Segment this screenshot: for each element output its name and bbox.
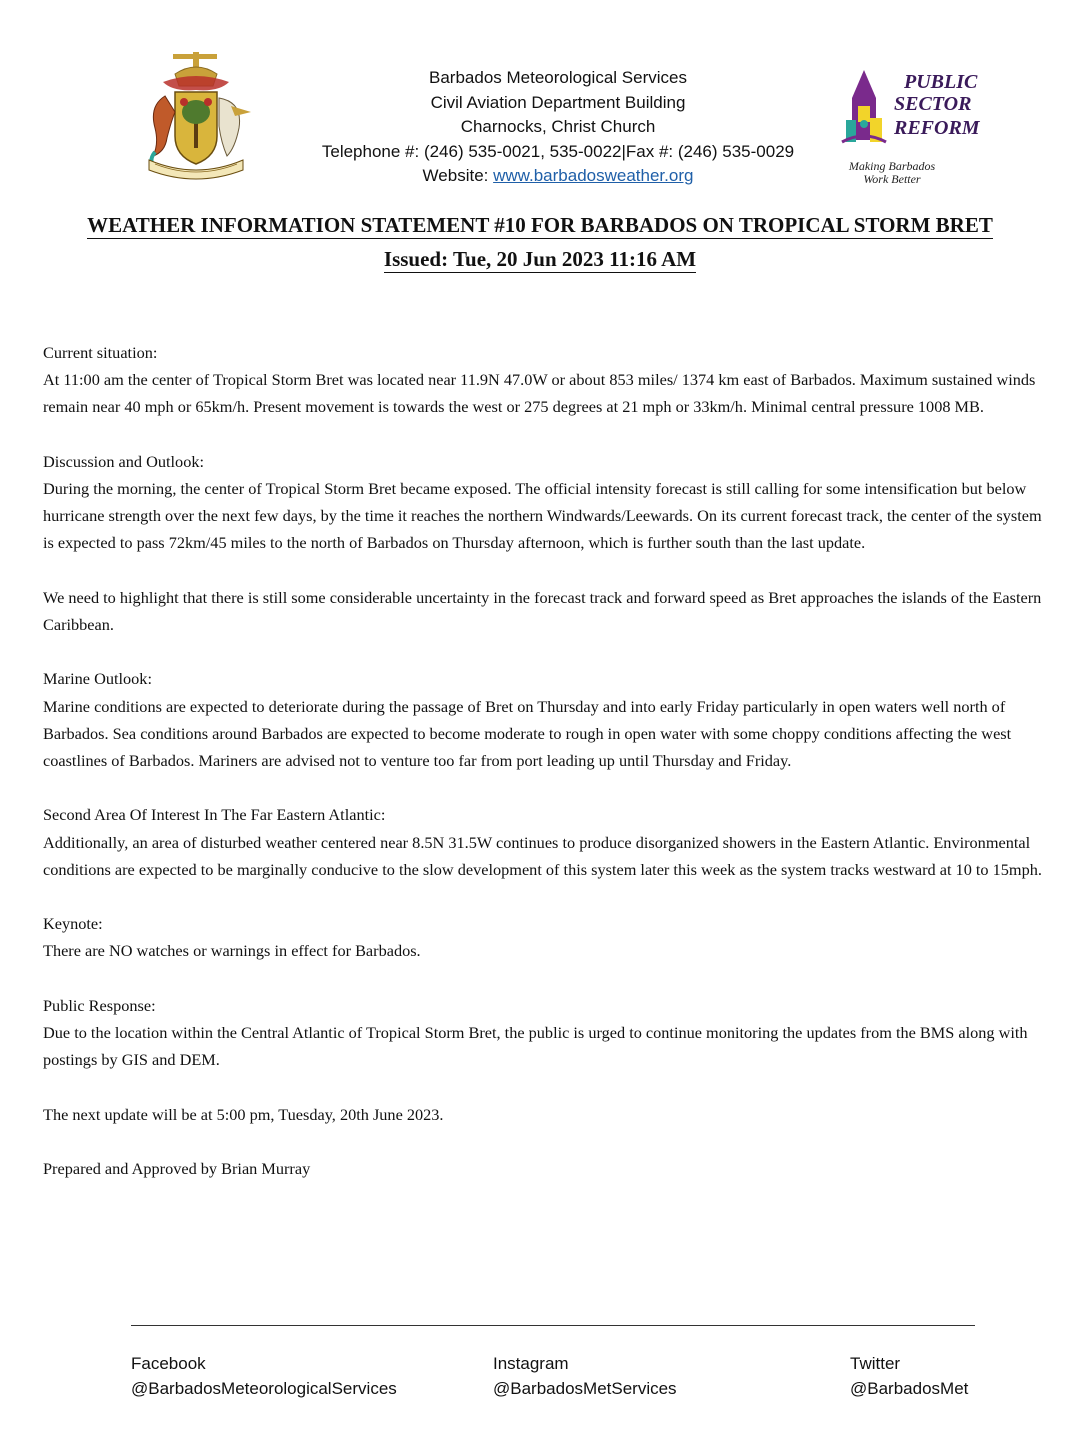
instagram-handle: @BarbadosMetServices [493, 1379, 677, 1398]
section-heading: Current situation: [43, 343, 158, 362]
section-discussion-outlook [43, 448, 1043, 557]
section-paragraph: We need to highlight that there is still some considerable uncertainty in the forecast track and forward speed as Bret approaches the islands of the Eastern Caribbean. [43, 587, 1042, 634]
website-link[interactable]: www.barbadosweather.org [493, 166, 694, 185]
psr-word-public: PUBLIC [904, 71, 978, 93]
section-heading: Public Response: [43, 995, 156, 1015]
statement-title: WEATHER INFORMATION STATEMENT #10 FOR BARBADOS ON TROPICAL STORM BRET [87, 213, 993, 237]
address-line: Charnocks, Christ Church [460, 117, 656, 136]
coat-of-arms-logo [135, 52, 257, 184]
section-paragraph: Additionally, an area of disturbed weather centered near 8.5N 31.5W continues to produce disorganized showers in the Eastern Atlantic. Environmental conditions are expected to be marginally conducive to the slow development of this system later this week as the system tracks westward at 10 to 15mph. [43, 832, 1042, 879]
section-heading: Discussion and Outlook: [43, 451, 204, 471]
psr-tagline-line-2: Work Better [863, 172, 921, 186]
psr-word-reform: REFORM [894, 117, 980, 139]
section-keynote [43, 910, 1043, 964]
section-heading: Marine Outlook: [43, 669, 152, 689]
footer-facebook [131, 1351, 397, 1401]
section-prepared-by [43, 1155, 1043, 1182]
statement-body [43, 339, 1043, 1209]
psr-tagline-line-1: Making Barbados [848, 159, 936, 173]
section-paragraph: During the morning, the center of Tropical Storm Bret became exposed. The official intensity forecast is still calling for some intensification but below hurricane strength over the next few days, by the time it reaches the northern Windwards/Leewards. On its current forecast track, the center of the system is expected to pass 72km/45 miles to the north of Barbados on Thursday afternoon, which is further south than the last update. [43, 479, 1042, 553]
section-current-situation [43, 339, 1043, 421]
issued-date-wrap [0, 247, 1080, 272]
facebook-label: Facebook [131, 1354, 206, 1373]
footer-twitter [850, 1351, 968, 1401]
statement-title-wrap [0, 213, 1080, 238]
twitter-label: Twitter [850, 1354, 901, 1373]
section-paragraph: Due to the location within the Central Atlantic of Tropical Storm Bret, the public is urged to continue monitoring the updates from the BMS along with postings by GIS and DEM. [43, 1022, 1028, 1070]
twitter-handle: @BarbadosMet [850, 1379, 969, 1398]
footer-divider [131, 1325, 975, 1326]
section-paragraph: Prepared and Approved by Brian Murray [43, 1158, 311, 1178]
issued-date: Issued: Tue, 20 Jun 2023 11:16 AM [383, 247, 697, 271]
instagram-label: Instagram [493, 1354, 569, 1373]
section-paragraph: Marine conditions are expected to deteriorate during the passage of Bret on Thursday and into early Friday particularly in open waters well north of Barbados. Sea conditions around Barbados are expected to become moderate to rough in open water with some choppy conditions affecting the west coastlines of Barbados. Mariners are advised not to venture too far from port leading up until Thursday and Friday. [43, 696, 1012, 770]
section-second-area [43, 801, 1043, 883]
letterhead [260, 66, 856, 189]
section-paragraph: The next update will be at 5:00 pm, Tuesday, 20th June 2023. [43, 1104, 444, 1124]
psr-word-sector: SECTOR [894, 93, 972, 115]
website-line [260, 164, 856, 189]
organization-name: Barbados Meteorological Services [429, 68, 687, 87]
building-name: Civil Aviation Department Building [430, 92, 686, 112]
section-paragraph: There are NO watches or warnings in effect for Barbados. [43, 941, 421, 961]
section-marine-outlook [43, 665, 1043, 774]
section-heading: Second Area Of Interest In The Far Eastern Atlantic: [43, 805, 386, 825]
section-heading: Keynote: [43, 914, 103, 934]
section-uncertainty [43, 584, 1043, 638]
website-label: Website: [422, 166, 494, 185]
contact-numbers: Telephone #: (246) 535-0021, 535-0022|Fax #: (246) 535-0029 [321, 141, 795, 161]
section-public-response [43, 992, 1043, 1074]
psr-tagline [830, 160, 954, 186]
facebook-handle: @BarbadosMeteorologicalServices [131, 1379, 397, 1398]
footer-instagram [493, 1351, 677, 1401]
section-paragraph: At 11:00 am the center of Tropical Storm Bret was located near 11.9N 47.0W or about 853 miles/ 1374 km east of Barbados. Maximum sustained winds remain near 40 mph or 65km/h. Present movement is towards the west or 275 degrees at 21 mph or 33km/h. Minimal central pressure 1008 MB. [43, 370, 1036, 417]
section-next-update [43, 1101, 1043, 1128]
